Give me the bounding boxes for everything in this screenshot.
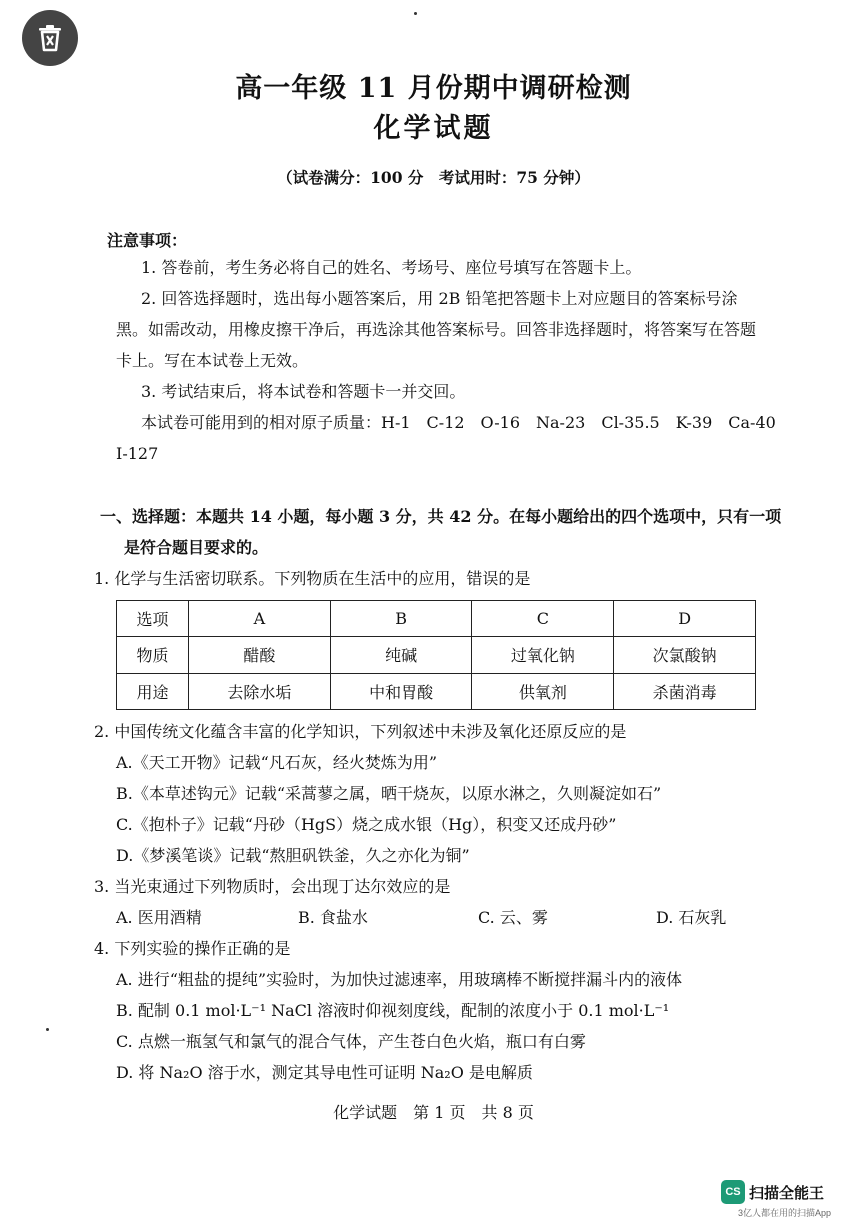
table-row xyxy=(117,673,756,709)
table-row xyxy=(117,601,756,637)
camscanner-name: 扫描全能王 xyxy=(749,1184,825,1202)
notice-heading: 注意事项： xyxy=(107,231,188,250)
table-cell: 物质 xyxy=(117,637,189,673)
table-cell: 次氯酸钠 xyxy=(614,637,756,673)
camscanner-watermark xyxy=(721,1180,824,1204)
table-cell: 去除水垢 xyxy=(188,673,330,709)
section-1-heading-2: 是符合题目要求的。 xyxy=(124,538,269,557)
table-cell: 供氧剂 xyxy=(472,673,614,709)
q2-option-b: B.《本草述钩元》记载“采蒿蓼之属，晒干烧灰，以原水淋之，久则凝淀如石” xyxy=(116,784,662,803)
q3-option-d: D. 石灰乳 xyxy=(656,908,727,927)
subject-title: 化学试题 xyxy=(373,113,494,144)
atomic-mass-line: 本试卷可能用到的相对原子质量：H-1 C-12 O-16 Na-23 Cl-35.5 K-39 Ca-40 xyxy=(141,413,776,432)
table-cell: 用途 xyxy=(117,673,189,709)
table-cell: C xyxy=(472,601,614,637)
camscanner-logo-icon: CS xyxy=(721,1180,745,1204)
q3-stem: 3. 当光束通过下列物质时，会出现丁达尔效应的是 xyxy=(94,877,451,896)
q4-option-a: A. 进行“粗盐的提纯”实验时，为加快过滤速率，用玻璃棒不断搅拌漏斗内的液体 xyxy=(116,970,683,989)
notice-line-2: 2. 回答选择题时，选出每小题答案后，用 2B 铅笔把答题卡上对应题目的答案标号涂 xyxy=(141,289,738,308)
atomic-mass-line-2: I-127 xyxy=(116,444,159,463)
notice-line-5: 3. 考试结束后，将本试卷和答题卡一并交回。 xyxy=(141,382,466,401)
notice-line-1: 1. 答卷前，考生务必将自己的姓名、考场号、座位号填写在答题卡上。 xyxy=(141,258,642,277)
table-cell: 纯碱 xyxy=(330,637,472,673)
trash-icon xyxy=(37,24,63,52)
camscanner-tagline: 3亿人都在用的扫描App xyxy=(738,1208,832,1218)
exam-info: （试卷满分：100 分 考试用时：75 分钟） xyxy=(277,168,590,187)
scan-speck xyxy=(414,12,417,15)
q2-option-a: A.《天工开物》记载“凡石灰，经火焚炼为用” xyxy=(116,753,438,772)
q1-table xyxy=(116,600,756,710)
table-cell: D xyxy=(614,601,756,637)
section-1-heading: 一、选择题：本题共 14 小题，每小题 3 分，共 42 分。在每小题给出的四个选项中，只有一项 xyxy=(100,507,782,526)
q4-option-d: D. 将 Na₂O 溶于水，测定其导电性可证明 Na₂O 是电解质 xyxy=(116,1063,533,1082)
scan-speck xyxy=(46,1028,49,1031)
table-cell: 中和胃酸 xyxy=(330,673,472,709)
table-cell: 醋酸 xyxy=(188,637,330,673)
table-cell: 杀菌消毒 xyxy=(614,673,756,709)
q2-stem: 2. 中国传统文化蕴含丰富的化学知识，下列叙述中未涉及氧化还原反应的是 xyxy=(94,722,627,741)
q4-stem: 4. 下列实验的操作正确的是 xyxy=(94,939,291,958)
q1-stem: 1. 化学与生活密切联系。下列物质在生活中的应用，错误的是 xyxy=(94,569,531,588)
q3-option-c: C. 云、雾 xyxy=(478,908,548,927)
table-cell: 选项 xyxy=(117,601,189,637)
notice-line-4: 卡上。写在本试卷上无效。 xyxy=(116,351,309,370)
q3-option-b: B. 食盐水 xyxy=(298,908,368,927)
notice-line-3: 黑。如需改动，用橡皮擦干净后，再选涂其他答案标号。回答非选择题时，将答案写在答题 xyxy=(116,320,757,339)
exam-title: 高一年级 11 月份期中调研检测 xyxy=(235,73,632,104)
page-footer: 化学试题 第 1 页 共 8 页 xyxy=(333,1103,534,1122)
q4-option-c: C. 点燃一瓶氢气和氯气的混合气体，产生苍白色火焰，瓶口有白雾 xyxy=(116,1032,586,1051)
table-cell: B xyxy=(330,601,472,637)
q3-option-a: A. 医用酒精 xyxy=(116,908,202,927)
table-row xyxy=(117,637,756,673)
q2-option-c: C.《抱朴子》记载“丹砂（HgS）烧之成水银（Hg），积变又还成丹砂” xyxy=(116,815,617,834)
q4-option-b: B. 配制 0.1 mol·L⁻¹ NaCl 溶液时仰视刻度线，配制的浓度小于 0.1 mol·L⁻¹ xyxy=(116,1001,670,1020)
table-cell: 过氧化钠 xyxy=(472,637,614,673)
q2-option-d: D.《梦溪笔谈》记载“熬胆矾铁釜，久之亦化为铜” xyxy=(116,846,470,865)
table-cell: A xyxy=(188,601,330,637)
delete-button[interactable] xyxy=(22,10,78,66)
